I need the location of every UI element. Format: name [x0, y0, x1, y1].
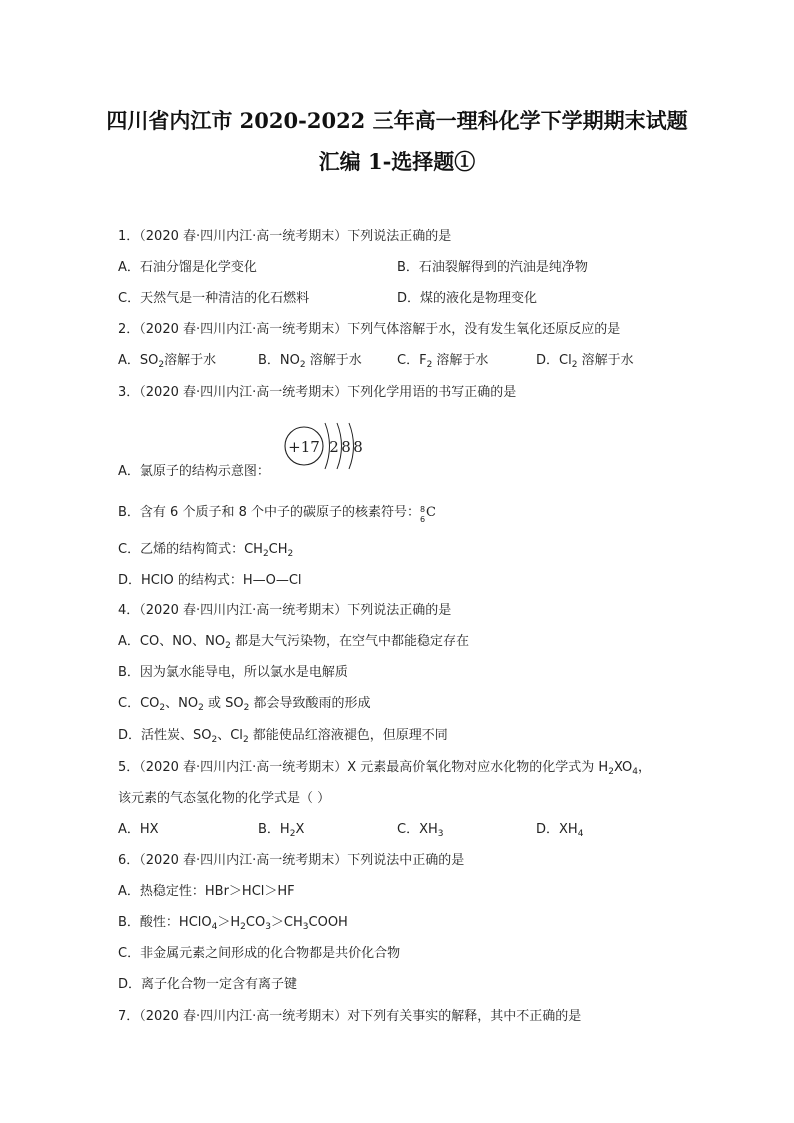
q3-stem: 3．（2020 春·四川内江·高一统考期末）下列化学用语的书写正确的是: [118, 385, 517, 400]
shell-2-electrons: 8: [341, 438, 351, 456]
q6-option-d: D．离子化合物一定含有离子键: [118, 977, 298, 992]
q5-option-d: D．$XH_4$: [536, 822, 584, 839]
q5-option-b: B．$H_2X$: [258, 822, 305, 839]
q2-option-b: B．$NO_2$ 溶解于水: [258, 353, 362, 370]
carbon-nuclide-symbol: 8 6 C: [420, 505, 436, 524]
q1-option-b: B．石油裂解得到的汽油是纯净物: [397, 260, 588, 275]
q5-stem-continued: 该元素的气态氢化物的化学式是（ ）: [118, 791, 331, 806]
q3-option-d: D．HClO 的结构式：H—O—Cl: [118, 573, 302, 588]
shell-1-electrons: 2: [329, 438, 339, 456]
q6-stem: 6．（2020 春·四川内江·高一统考期末）下列说法中正确的是: [118, 853, 465, 868]
q5-option-c: C．$XH_3$: [397, 822, 444, 839]
q4-option-d: D．活性炭、$SO_2$、$Cl_2$ 都能使品红溶液褪色，但原理不同: [118, 728, 448, 745]
nucleus-charge-label: +17: [288, 438, 320, 456]
q7-stem: 7．（2020 春·四川内江·高一统考期末）对下列有关事实的解释，其中不正确的是: [118, 1009, 582, 1024]
q4-option-a: A．CO、NO、$NO_2$ 都是大气污染物，在空气中都能稳定存在: [118, 634, 469, 651]
q1-stem: 1．（2020 春·四川内江·高一统考期末）下列说法正确的是: [118, 229, 452, 244]
q4-option-c: C．$CO_2$、$NO_2$ 或 $SO_2$ 都会导致酸雨的形成: [118, 696, 371, 713]
q3-option-c: C．乙烯的结构简式：$CH_2CH_2$: [118, 542, 294, 559]
q6-option-b: B．酸性：$HClO_4>H_2CO_3>CH_3COOH$: [118, 915, 348, 932]
q6-option-a: A．热稳定性：HBr＞HCl＞HF: [118, 884, 295, 899]
q3-option-b: B．含有 6 个质子和 8 个中子的碳原子的核素符号： 8 6 C: [118, 505, 436, 524]
q1-option-a: A．石油分馏是化学变化: [118, 260, 257, 275]
q1-option-c: C．天然气是一种清洁的化石燃料: [118, 291, 310, 306]
q2-option-d: D．$Cl_2$ 溶解于水: [536, 353, 634, 370]
q3-option-a: A．氯原子的结构示意图：: [118, 464, 270, 479]
shell-3-electrons: 8: [353, 438, 363, 456]
q6-option-c: C．非金属元素之间形成的化合物都是共价化合物: [118, 946, 401, 961]
q2-option-a: A．$SO_2$溶解于水: [118, 353, 217, 370]
q2-stem: 2．（2020 春·四川内江·高一统考期末）下列气体溶解于水，没有发生氧化还原反应的是: [118, 322, 621, 337]
chlorine-atom-structure-diagram: [282, 418, 372, 474]
q4-option-b: B．因为氯水能导电，所以氯水是电解质: [118, 665, 348, 680]
q5-stem: 5．（2020 春·四川内江·高一统考期末）X 元素最高价氧化物对应水化物的化学式为 $H_2XO_4$，: [118, 760, 651, 777]
document-title-line2: 汇编 1-选择题①: [318, 149, 476, 174]
q2-option-c: C．$F_2$ 溶解于水: [397, 353, 489, 370]
q1-option-d: D．煤的液化是物理变化: [397, 291, 538, 306]
q4-stem: 4．（2020 春·四川内江·高一统考期末）下列说法正确的是: [118, 603, 452, 618]
q5-option-a: A．HX: [118, 822, 159, 837]
document-title-line1: 四川省内江市 2020-2022 三年高一理科化学下学期期末试题: [106, 108, 688, 133]
